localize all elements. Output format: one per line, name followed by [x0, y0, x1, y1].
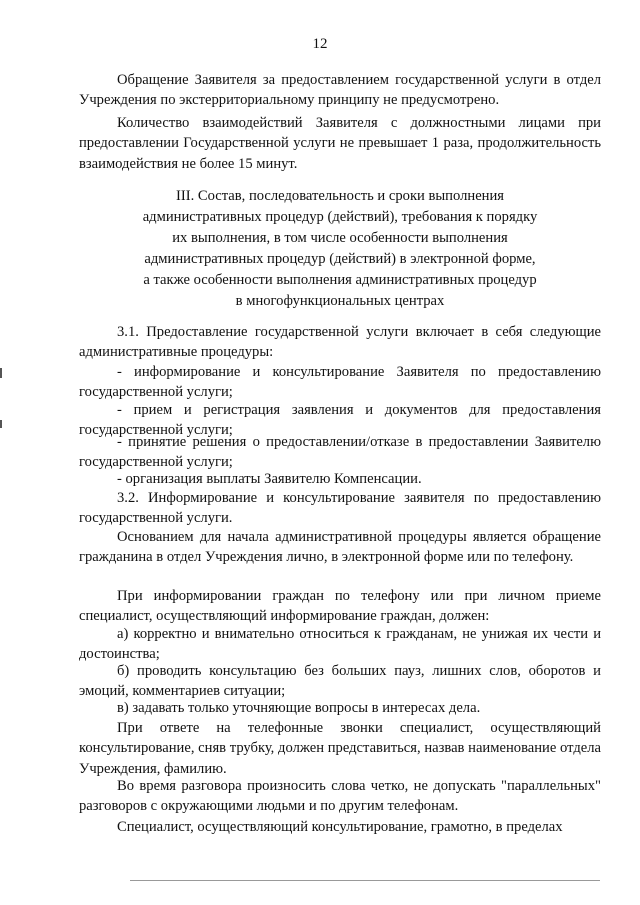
paragraph-3-2: 3.2. Информирование и консультирование заявителя по предоставлению государственной услуги. — [79, 490, 601, 527]
section-heading-line: административных процедур (действий), требования к порядку — [142, 209, 538, 225]
paragraph-3-1: 3.1. Предоставление государственной услуги включает в себя следующие административные процедуры: — [79, 324, 601, 361]
list-item: - организация выплаты Заявителю Компенсации. — [117, 471, 422, 487]
scan-bottom-line — [130, 880, 600, 881]
paragraph-phone-info: При информировании граждан по телефону или при личном приеме специалист, осуществляющий информирование граждан, должен: — [79, 588, 601, 625]
paragraph-basis: Основанием для начала административной процедуры является обращение гражданина в отдел Учреждения лично, в электронной форме или по телефону. — [79, 529, 601, 566]
list-item: в) задавать только уточняющие вопросы в интересах дела. — [117, 700, 481, 716]
paragraph-specialist: Специалист, осуществляющий консультирование, грамотно, в пределах — [117, 819, 563, 835]
section-heading-line: в многофункциональных центрах — [235, 293, 445, 309]
list-item: - информирование и консультирование Заявителя по предоставлению государственной услуги; — [79, 364, 601, 401]
list-item: - прием и регистрация заявления и документов для предоставления государственной услуги; — [79, 402, 601, 439]
scan-edge-mark — [0, 420, 2, 428]
list-item: а) корректно и внимательно относиться к гражданам, не унижая их чести и достоинства; — [79, 626, 601, 663]
section-heading — [79, 186, 601, 312]
section-heading-line: III. Состав, последовательность и сроки выполнения — [175, 188, 505, 204]
paragraph-conversation: Во время разговора произносить слова четко, не допускать "параллельных" разговоров с окружающими людьми и по другим телефонам. — [79, 778, 601, 815]
list-item: - принятие решения о предоставлении/отказе в предоставлении Заявителю государственной услуги; — [79, 434, 601, 471]
paragraph-extraterritorial: Обращение Заявителя за предоставлением государственной услуги в отдел Учреждения по экстерриториальному принципу не предусмотрено. — [79, 72, 601, 109]
list-item: б) проводить консультацию без больших пауз, лишних слов, оборотов и эмоций, комментариев ситуации; — [79, 663, 601, 700]
section-heading-line: административных процедур (действий) в электронной форме, — [144, 251, 536, 267]
section-heading-line: а также особенности выполнения административных процедур — [143, 272, 537, 288]
section-heading-line: их выполнения, в том числе особенности выполнения — [172, 230, 508, 246]
page-number: 12 — [312, 36, 328, 52]
scan-edge-mark — [0, 368, 2, 378]
paragraph-phone-calls: При ответе на телефонные звонки специалист, осуществляющий консультирование, сняв трубку, должен представиться, назвав наименование отдела Учреждения, фамилию. — [79, 720, 601, 777]
paragraph-interactions-count: Количество взаимодействий Заявителя с должностными лицами при предоставлении Государственной услуги не превышает 1 раза, продолжительность взаимодействия не более 15 минут. — [79, 115, 601, 172]
